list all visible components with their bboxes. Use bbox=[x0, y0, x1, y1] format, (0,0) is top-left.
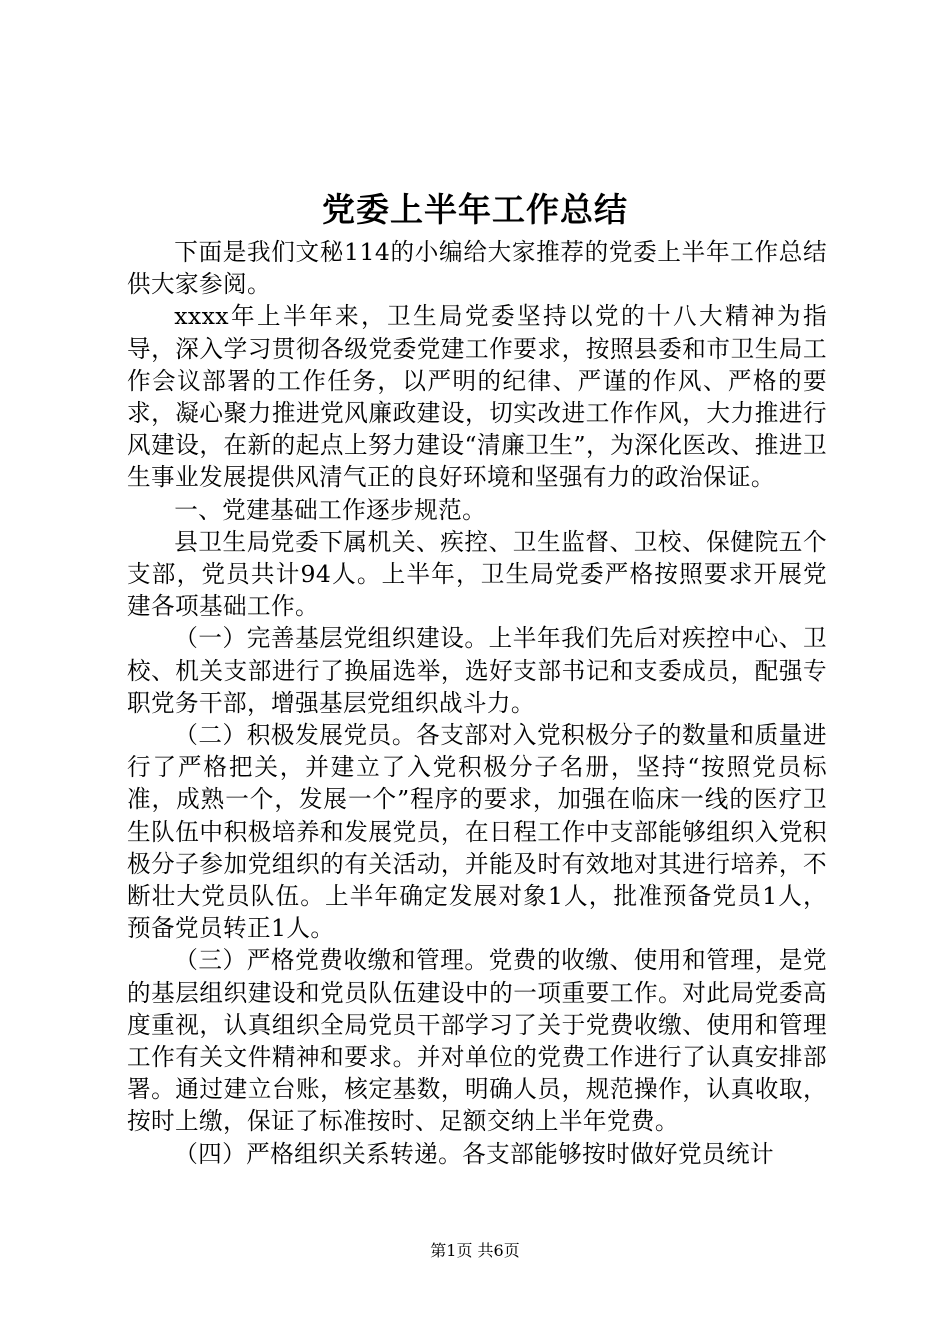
paragraph-item-2: （二）积极发展党员。各支部对入党积极分子的数量和质量进行了严格把关，并建立了入党积极分子名册，坚持“按照党员标准，成熟一个，发展一个”程序的要求，加强在临床一线的医疗卫生队伍中积极培养和发展党员，在日程工作中支部能够组织入党积极分子参加党组织的有关活动，并能及时有效地对其进行培养，不断壮大党员队伍。上半年确定发展对象1人，批准预备党员1人，预备党员转正1人。 bbox=[127, 721, 827, 943]
paragraph-item-3: （三）严格党费收缴和管理。党费的收缴、使用和管理，是党的基层组织建设和党员队伍建设中的一项重要工作。对此局党委高度重视，认真组织全局党员干部学习了关于党费收缴、使用和管理工作有关文件精神和要求。并对单位的党费工作进行了认真安排部署。通过建立台账，核定基数，明确人员，规范操作，认真收取，按时上缴，保证了标准按时、足额交纳上半年党费。 bbox=[127, 946, 827, 1136]
page-number-footer: 第1页 共6页 bbox=[430, 1241, 520, 1260]
section-heading-1: 一、党建基础工作逐步规范。 bbox=[174, 495, 487, 524]
document-body bbox=[127, 236, 827, 1170]
paragraph-branches: 县卫生局党委下属机关、疾控、卫生监督、卫校、保健院五个支部，党员共计94人。上半年，卫生局党委严格按照要求开展党建各项基础工作。 bbox=[127, 527, 827, 621]
paragraph-item-4: （四）严格组织关系转递。各支部能够按时做好党员统计 bbox=[174, 1139, 775, 1168]
paragraph-item-1: （一）完善基层党组织建设。上半年我们先后对疾控中心、卫校、机关支部进行了换届选举，选好支部书记和支委成员，配强专职党务干部，增强基层党组织战斗力。 bbox=[127, 624, 827, 717]
paragraph-overview: xxxx年上半年来，卫生局党委坚持以党的十八大精神为指导，深入学习贯彻各级党委党建工作要求，按照县委和市卫生局工作会议部署的工作任务，以严明的纪律、严谨的作风、严格的要求，凝心聚力推进党风廉政建设，切实改进工作作风，大力推进行风建设，在新的起点上努力建设“清廉卫生”，为深化医改、推进卫生事业发展提供风清气正的良好环境和坚强有力的政治保证。 bbox=[127, 302, 827, 492]
document-title: 党委上半年工作总结 bbox=[322, 190, 628, 229]
paragraph-intro: 下面是我们文秘114的小编给大家推荐的党委上半年工作总结供大家参阅。 bbox=[127, 238, 827, 299]
